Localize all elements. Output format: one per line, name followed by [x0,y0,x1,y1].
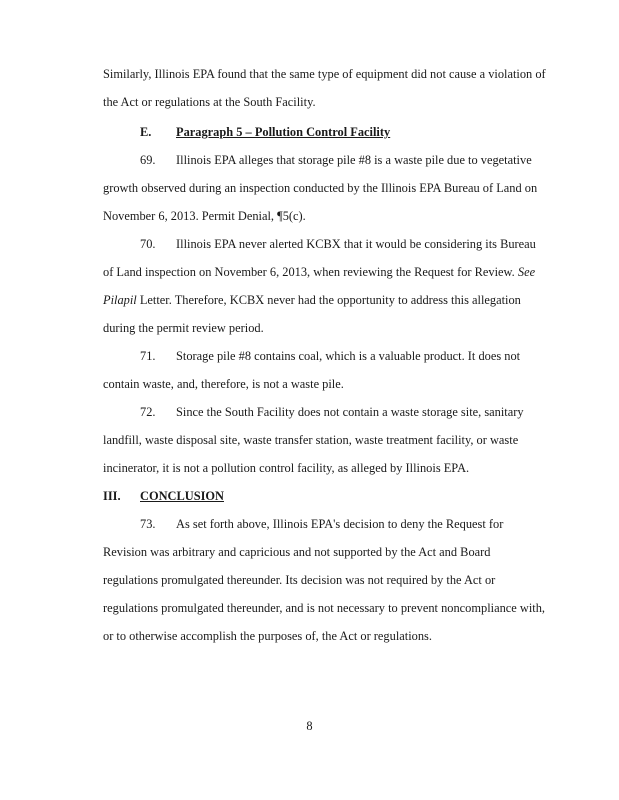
body-line: Similarly, Illinois EPA found that the same type of equipment did not cause a violation of [103,67,546,81]
body-line [103,264,535,280]
body-line: growth observed during an inspection conducted by the Illinois EPA Bureau of Land on [103,181,538,195]
paragraph-number: 71. [140,349,156,363]
section-letter: III. [103,489,121,503]
paragraph-number: 69. [140,153,156,167]
body-line: As set forth above, Illinois EPA's decision to deny the Request for [176,517,504,531]
paragraph-number: 73. [140,517,156,531]
body-line: Revision was arbitrary and capricious and not supported by the Act and Board [103,545,491,559]
body-line: Since the South Facility does not contain a waste storage site, sanitary [176,405,524,419]
body-line: November 6, 2013. Permit Denial, ¶5(c). [103,209,306,223]
body-line: contain waste, and, therefore, is not a waste pile. [103,377,344,391]
section-title: CONCLUSION [140,489,224,503]
section-title: Paragraph 5 – Pollution Control Facility [176,125,391,139]
body-line: the Act or regulations at the South Facility. [103,95,316,109]
citation-name: Pilapil [103,293,137,307]
body-text: Letter. Therefore, KCBX never had the opportunity to address this allegation [139,293,521,307]
citation-signal: See [517,265,536,279]
page-number: 8 [306,719,313,733]
body-line [103,292,521,308]
body-text: of Land inspection on November 6, 2013, when reviewing the Request for Review. [103,265,515,279]
body-line: Illinois EPA alleges that storage pile #8 is a waste pile due to vegetative [176,153,532,167]
paragraph-number: 70. [140,237,156,251]
body-line: incinerator, it is not a pollution control facility, as alleged by Illinois EPA. [103,461,470,475]
section-letter: E. [140,125,152,139]
body-line: regulations promulgated thereunder. Its decision was not required by the Act or [103,573,496,587]
paragraph-number: 72. [140,405,156,419]
body-line: during the permit review period. [103,321,264,335]
body-line: or to otherwise accomplish the purposes of, the Act or regulations. [103,629,432,643]
body-line: landfill, waste disposal site, waste transfer station, waste treatment facility, or waste [103,433,519,447]
body-line: Illinois EPA never alerted KCBX that it would be considering its Bureau [176,237,536,251]
body-line: Storage pile #8 contains coal, which is a valuable product. It does not [176,349,521,363]
body-line: regulations promulgated thereunder, and is not necessary to prevent noncompliance with, [103,601,545,615]
